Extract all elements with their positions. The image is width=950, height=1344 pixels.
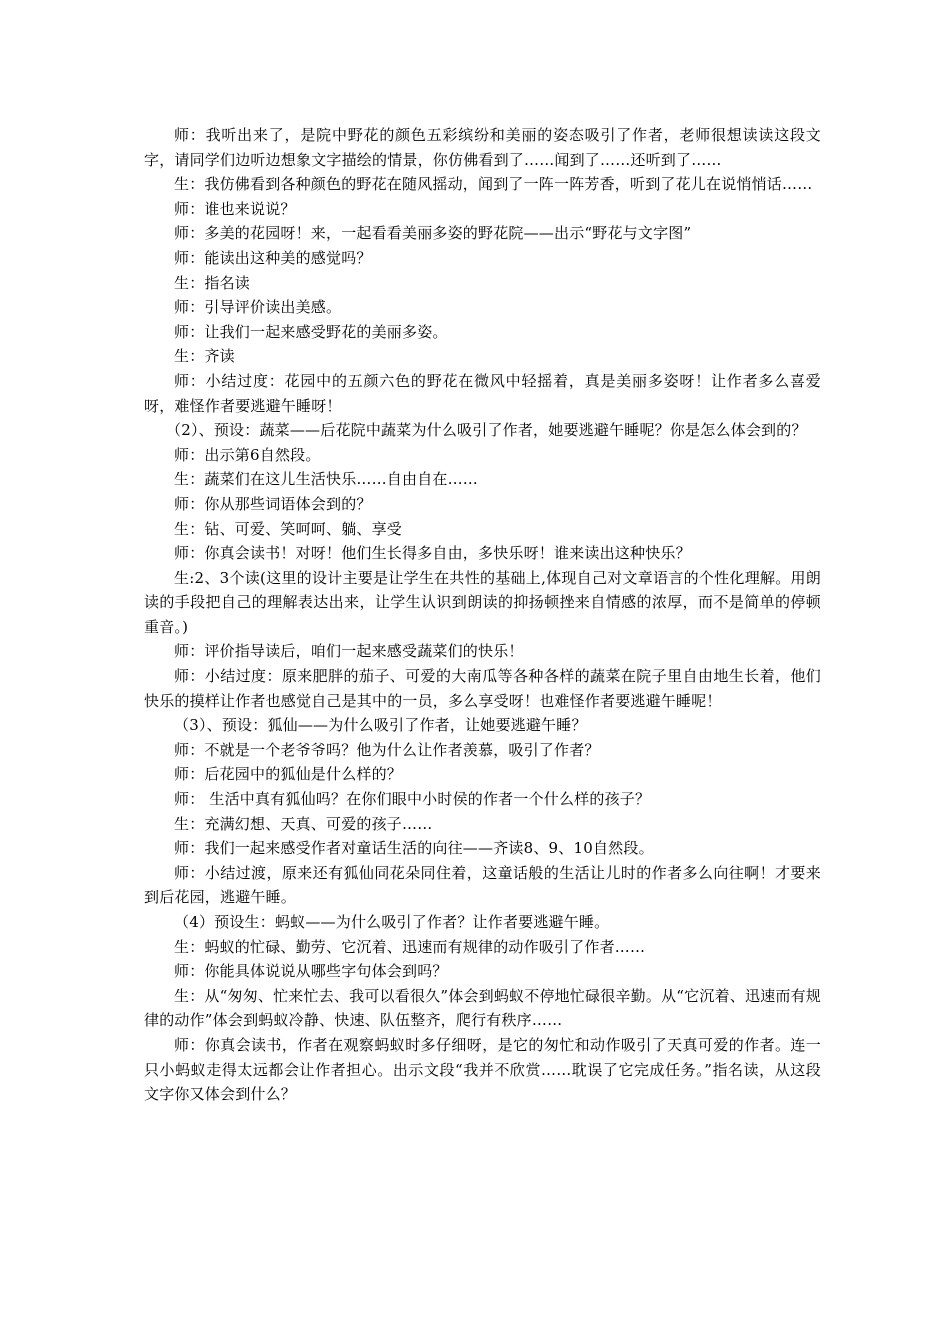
paragraph-teacher-16: 师：你真会读书，作者在观察蚂蚁时多仔细呀，是它的匆忙和动作吸引了天真可爱的作者。连一只小蚂蚁走得太远都会让作者担心。出示文段“我并不欣赏……耽误了它完成任务。”指名读，从这段文字你又体会到什么？ (144, 1035, 821, 1104)
paragraph-teacher-15: 师：你能具体说说从哪些字句体会到吗？ (174, 962, 448, 981)
paragraph-preset-4: （4）预设生：蚂蚁——为什么吸引了作者？让作者要逃避午睡。 (174, 913, 610, 931)
paragraph-teacher-7: 师：出示第6自然段。 (174, 445, 321, 464)
paragraph-teacher-11: 师：不就是一个老爷爷吗？他为什么让作者羡慕，吸引了作者？ (174, 740, 600, 759)
document-body (144, 123, 821, 1107)
paragraph-teacher-12: 师：后花园中的狐仙是什么样的？ (174, 765, 403, 784)
paragraph-student-6: 生:2、3个读(这里的设计主要是让学生在共性的基础上,体现自己对文章语言的个性化理解。用朗读的手段把自己的理解表达出来，让学生认识到朗读的抑扬顿挫来自情感的浓厚，而不是简单的停顿重音。) (144, 568, 821, 636)
paragraph-teacher-2: 师：谁也来说说？ (174, 199, 296, 218)
paragraph-student-9: 生：从“匆匆、忙来忙去、我可以看很久”体会到蚂蚁不停地忙碌很辛勤。从“它沉着、迅速而有规律的动作”体会到蚂蚁冷静、快速、队伍整齐，爬行有秩序…… (144, 986, 821, 1030)
paragraph-teacher-10: 师：评价指导读后，咱们一起来感受蔬菜们的快乐！ (174, 642, 524, 661)
paragraph-student-2: 生：指名读 (174, 273, 251, 292)
paragraph-teacher-8: 师：你从那些词语体会到的？ (174, 494, 372, 513)
paragraph-student-1: 生：我仿佛看到各种颜色的野花在随风摇动，闻到了一阵一阵芳香，听到了花儿在说悄悄话…… (174, 175, 813, 194)
paragraph-student-3: 生：齐读 (174, 347, 235, 366)
paragraph-student-4: 生：蔬菜们在这儿生活快乐……自由自在…… (174, 470, 479, 489)
paragraph-teacher-14: 师：我们一起来感受作者对童话生活的向往——齐读8、9、10自然段。 (174, 839, 654, 858)
paragraph-teacher-9: 师：你真会读书！对呀！他们生长得多自由，多快乐呀！谁来读出这种快乐？ (174, 544, 691, 563)
paragraph-student-7: 生：充满幻想、天真、可爱的孩子…… (174, 814, 433, 833)
paragraph-teacher-1: 师：我听出来了，是院中野花的颜色五彩缤纷和美丽的姿态吸引了作者，老师很想读读这段文字，请同学们边听边想象文字描绘的情景，你仿佛看到了……闻到了……还听到了…… (144, 126, 821, 169)
paragraph-preset-2: （2）、预设：蔬菜——后花院中蔬菜为什么吸引了作者，她要逃避午睡呢？你是怎么体会到的？ (166, 421, 807, 440)
paragraph-teacher-5: 师：引导评价读出美感。 (174, 298, 342, 317)
paragraph-teacher-3: 师：多美的花园呀！来，一起看看美丽多姿的野花院——出示“野花与文字图” (174, 224, 692, 243)
paragraph-teacher-6: 师：让我们一起来感受野花的美丽多姿。 (174, 322, 448, 341)
paragraph-teacher-13: 师： 生活中真有狐仙吗？在你们眼中小时侯的作者一个什么样的孩子？ (174, 790, 651, 809)
paragraph-teacher-summary-3: 师：小结过渡，原来还有狐仙同花朵同住着，这童话般的生活让儿时的作者多么向往啊！才要来到后花园，逃避午睡。 (144, 863, 821, 907)
paragraph-teacher-summary-2: 师：小结过度：原来肥胖的茄子、可爱的大南瓜等各种各样的蔬菜在院子里自由地生长着，他们快乐的摸样让作者也感觉自己是其中的一员，多么享受呀！也难怪作者要逃避午睡呢！ (144, 667, 821, 710)
paragraph-preset-3: （3）、预设：狐仙——为什么吸引了作者，让她要逃避午睡？ (174, 716, 587, 735)
paragraph-student-5: 生：钻、可爱、笑呵呵、躺、享受 (174, 519, 403, 538)
paragraph-teacher-4: 师：能读出这种美的感觉吗？ (174, 248, 372, 267)
paragraph-student-8: 生：蚂蚁的忙碌、勤劳、它沉着、迅速而有规律的动作吸引了作者…… (174, 937, 646, 956)
paragraph-teacher-summary-1: 师：小结过度：花园中的五颜六色的野花在微风中轻摇着，真是美丽多姿呀！让作者多么喜爱呀，难怪作者要逃避午睡呀！ (144, 371, 821, 415)
